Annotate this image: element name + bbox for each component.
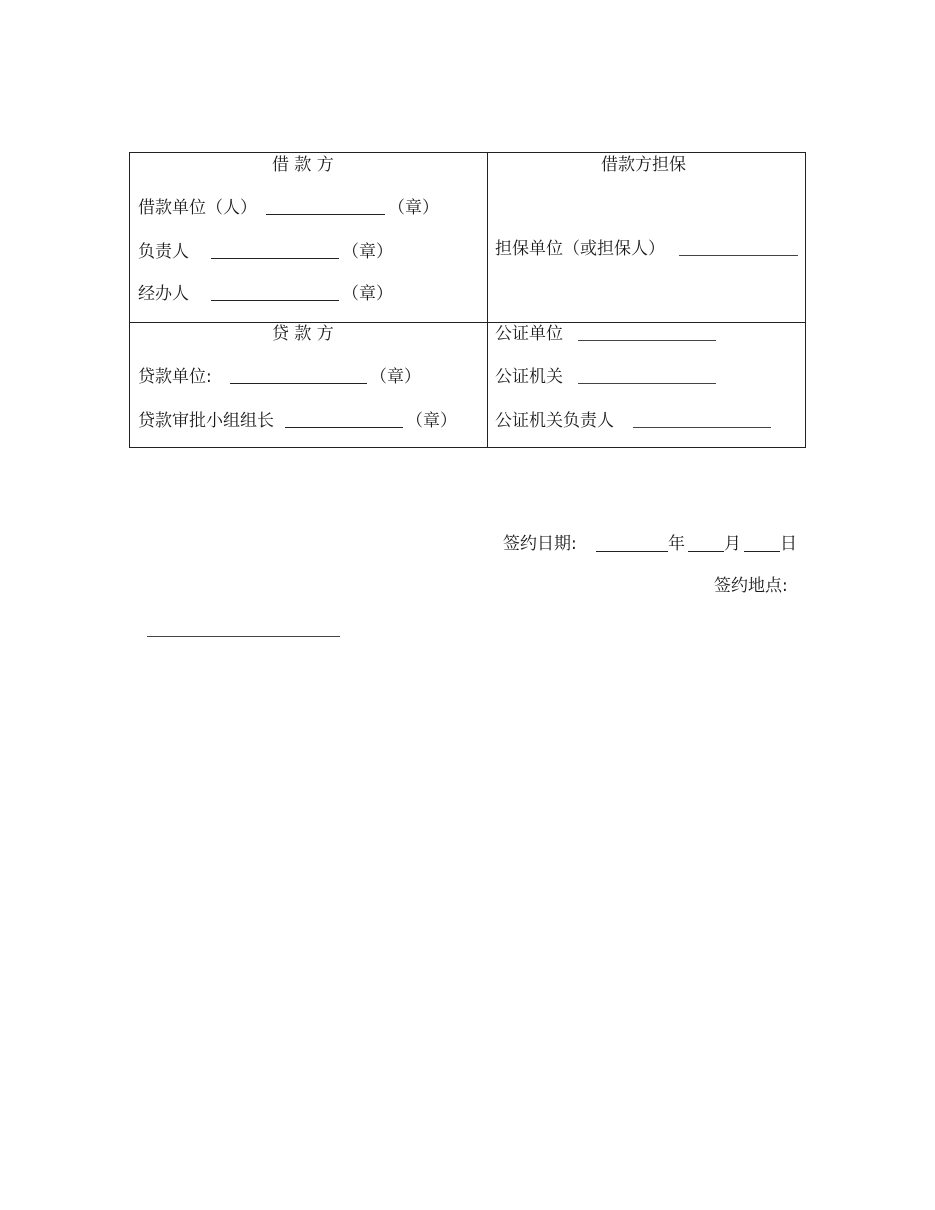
lender-leader-field[interactable] [285, 427, 403, 428]
table-horizontal-divider [130, 322, 805, 323]
notary-unit-label: 公证单位 [495, 324, 563, 344]
notary-office-field[interactable] [578, 383, 716, 384]
notary-head-label: 公证机关负责人 [495, 411, 614, 431]
signing-year-field[interactable] [596, 551, 668, 552]
borrower-unit-label: 借款单位（人） [138, 198, 257, 218]
signing-month-label: 月 [724, 534, 741, 554]
signing-place-label: 签约地点: [714, 576, 788, 596]
borrower-title: 借 款 方 [272, 155, 334, 175]
signature-table [129, 152, 806, 448]
borrower-agent-label: 经办人 [138, 284, 189, 304]
signing-year-label: 年 [668, 534, 685, 554]
signing-day-label: 日 [780, 534, 797, 554]
borrower-principal-seal: （章） [342, 242, 393, 262]
borrower-unit-field[interactable] [266, 214, 385, 215]
guarantor-unit-field[interactable] [679, 255, 798, 256]
lender-unit-seal: （章） [370, 367, 421, 387]
borrower-agent-seal: （章） [342, 284, 393, 304]
lender-leader-label: 贷款审批小组组长 [138, 411, 274, 431]
notary-office-label: 公证机关 [495, 367, 563, 387]
borrower-unit-seal: （章） [388, 198, 439, 218]
lender-title: 贷 款 方 [272, 324, 334, 344]
borrower-agent-field[interactable] [211, 300, 339, 301]
signing-place-field[interactable] [147, 636, 340, 637]
table-vertical-divider [487, 153, 488, 447]
notary-head-field[interactable] [633, 427, 771, 428]
signing-date-label: 签约日期: [503, 534, 577, 554]
guarantor-title: 借款方担保 [601, 155, 686, 175]
guarantor-unit-label: 担保单位（或担保人） [495, 239, 665, 259]
signing-day-field[interactable] [744, 551, 780, 552]
signing-month-field[interactable] [688, 551, 724, 552]
lender-unit-label: 贷款单位: [138, 367, 212, 387]
borrower-principal-label: 负责人 [138, 242, 189, 262]
lender-leader-seal: （章） [406, 411, 457, 431]
borrower-principal-field[interactable] [211, 258, 339, 259]
notary-unit-field[interactable] [578, 340, 716, 341]
lender-unit-field[interactable] [230, 383, 367, 384]
